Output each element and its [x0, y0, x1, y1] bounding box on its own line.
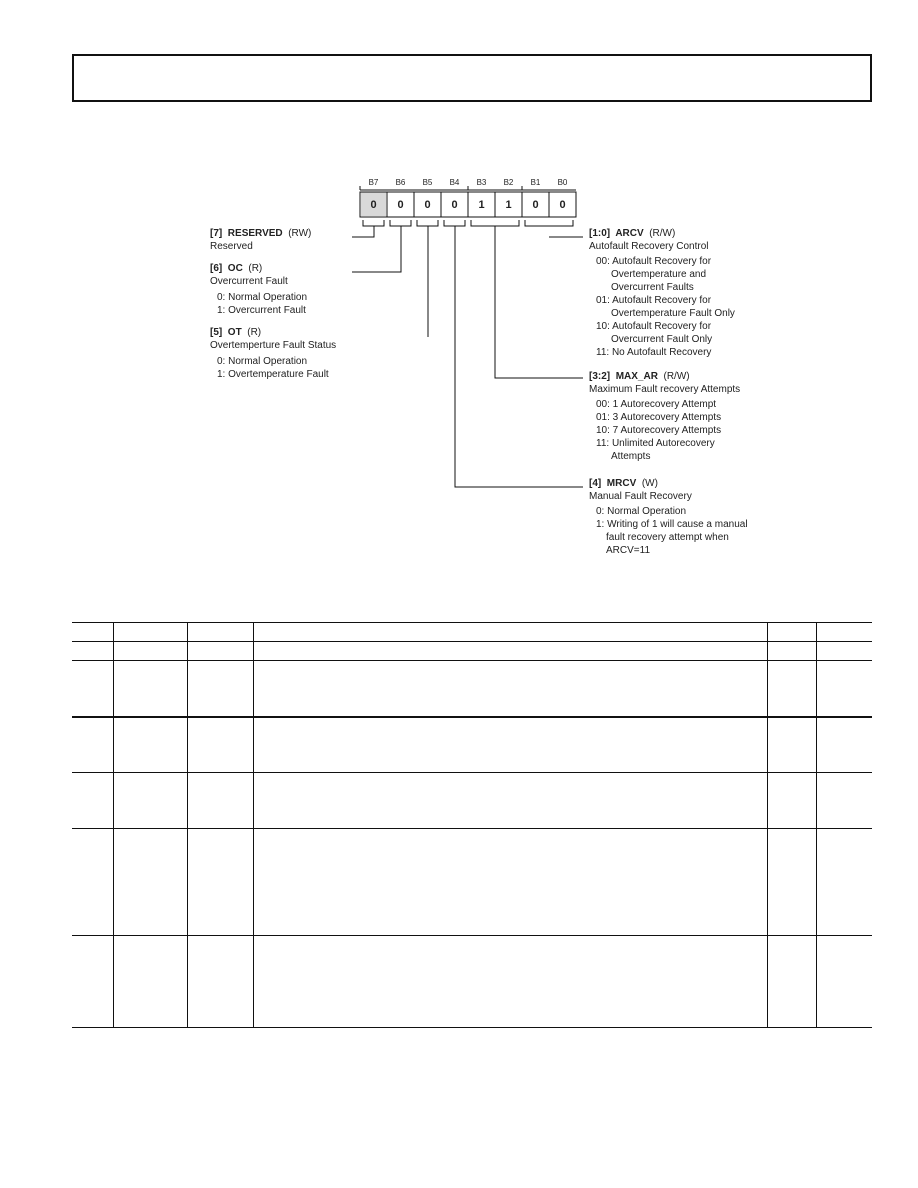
bit-label-b6: B6 — [395, 178, 406, 187]
field-description: Maximum Fault recovery Attempts — [589, 384, 741, 395]
table-col-divider — [816, 622, 817, 1028]
field-value: 01: 3 Autorecovery Attempts — [596, 412, 722, 423]
field-description: Autofault Recovery Control — [589, 241, 709, 252]
field-name: MRCV — [606, 478, 637, 489]
bit-label-b4: B4 — [449, 178, 460, 187]
field-value: 00: Autofault Recovery for — [596, 256, 712, 267]
bit-value-b2: 1 — [505, 199, 512, 211]
leader-mrcv — [455, 226, 583, 487]
field-bits: [3:2] — [589, 371, 611, 382]
field-value: 0: Normal Operation — [596, 506, 687, 517]
field-value-cont: Overcurrent Fault Only — [611, 334, 713, 345]
field-oc — [210, 262, 307, 317]
bracket-bits1-0 — [525, 220, 573, 226]
bit-label-b0: B0 — [557, 178, 568, 187]
field-bits: [6] — [210, 263, 223, 274]
field-arcv — [589, 227, 735, 359]
leader-reserved — [352, 226, 374, 237]
table-rule — [72, 1027, 872, 1028]
table-rule — [72, 935, 872, 936]
table-rule — [72, 660, 872, 661]
table-rule — [72, 641, 872, 642]
field-ot — [210, 326, 336, 381]
field-value-cont: Attempts — [611, 451, 651, 462]
bit-label-b3: B3 — [476, 178, 487, 187]
field-name: OC — [227, 263, 243, 274]
field-description: Overtemperture Fault Status — [210, 340, 337, 351]
bit-label-b5: B5 — [422, 178, 433, 187]
field-bits: [5] — [210, 327, 223, 338]
field-value: 01: Autofault Recovery for — [596, 295, 712, 306]
field-value: 00: 1 Autorecovery Attempt — [596, 399, 717, 410]
field-value: 1: Overcurrent Fault — [217, 305, 306, 316]
table-rule — [72, 622, 872, 623]
bit-value-b7: 0 — [370, 199, 377, 211]
field-access: (R/W) — [649, 228, 676, 239]
bit-value-b1: 0 — [532, 199, 539, 211]
field-access: (R/W) — [663, 371, 690, 382]
field-value-cont: Overtemperature and — [611, 269, 707, 280]
field-reserved — [210, 227, 311, 253]
field-access: (RW) — [288, 228, 312, 239]
field-access: (R) — [247, 327, 262, 338]
table-col-divider — [113, 622, 114, 1028]
field-description: Reserved — [210, 241, 253, 252]
field-value: 11: No Autofault Recovery — [596, 347, 712, 358]
field-name: OT — [227, 327, 242, 338]
field-name: ARCV — [615, 228, 644, 239]
field-value-cont: fault recovery attempt when — [606, 532, 729, 543]
field-mrcv — [589, 477, 748, 557]
leader-oc — [352, 226, 401, 272]
table-rule — [72, 828, 872, 829]
bracket-bit5 — [417, 220, 438, 226]
field-value-cont: Overcurrent Faults — [611, 282, 694, 293]
table-rule-bold — [72, 716, 872, 718]
field-bits: [4] — [589, 478, 602, 489]
bit-value-b4: 0 — [451, 199, 458, 211]
leader-max-ar — [495, 226, 583, 378]
field-access: (W) — [641, 478, 658, 489]
bracket-bit7 — [363, 220, 384, 226]
bit-value-b5: 0 — [424, 199, 431, 211]
register-table — [72, 622, 872, 1028]
field-value: 0: Normal Operation — [217, 292, 308, 303]
field-name: RESERVED — [227, 228, 283, 239]
field-value: 1: Writing of 1 will cause a manual — [596, 519, 748, 530]
field-bits: [1:0] — [589, 228, 611, 239]
field-value-cont: Overtemperature Fault Only — [611, 308, 735, 319]
bit-value-b6: 0 — [397, 199, 404, 211]
bit-label-b7: B7 — [368, 178, 379, 187]
field-value: 1: Overtemperature Fault — [217, 369, 329, 380]
field-value-cont: ARCV=11 — [606, 545, 651, 556]
field-access: (R) — [248, 263, 263, 274]
table-rule — [72, 772, 872, 773]
bracket-bit4 — [444, 220, 465, 226]
field-value: 0: Normal Operation — [217, 356, 308, 367]
bit-value-b0: 0 — [559, 199, 566, 211]
field-value: 10: 7 Autorecovery Attempts — [596, 425, 722, 436]
field-description: Manual Fault Recovery — [589, 491, 692, 502]
field-value: 11: Unlimited Autorecovery — [596, 438, 715, 449]
table-col-divider — [253, 622, 254, 1028]
table-col-divider — [767, 622, 768, 1028]
bit-label-b2: B2 — [503, 178, 514, 187]
field-name: MAX_AR — [615, 371, 658, 382]
field-value: 10: Autofault Recovery for — [596, 321, 712, 332]
bit-value-b3: 1 — [478, 199, 485, 211]
bracket-bits3-2 — [471, 220, 519, 226]
bracket-bit6 — [390, 220, 411, 226]
field-description: Overcurrent Fault — [210, 276, 288, 287]
field-bits: [7] — [210, 228, 223, 239]
bit-label-b1: B1 — [530, 178, 541, 187]
field-max-ar — [589, 370, 740, 463]
table-col-divider — [187, 622, 188, 1028]
